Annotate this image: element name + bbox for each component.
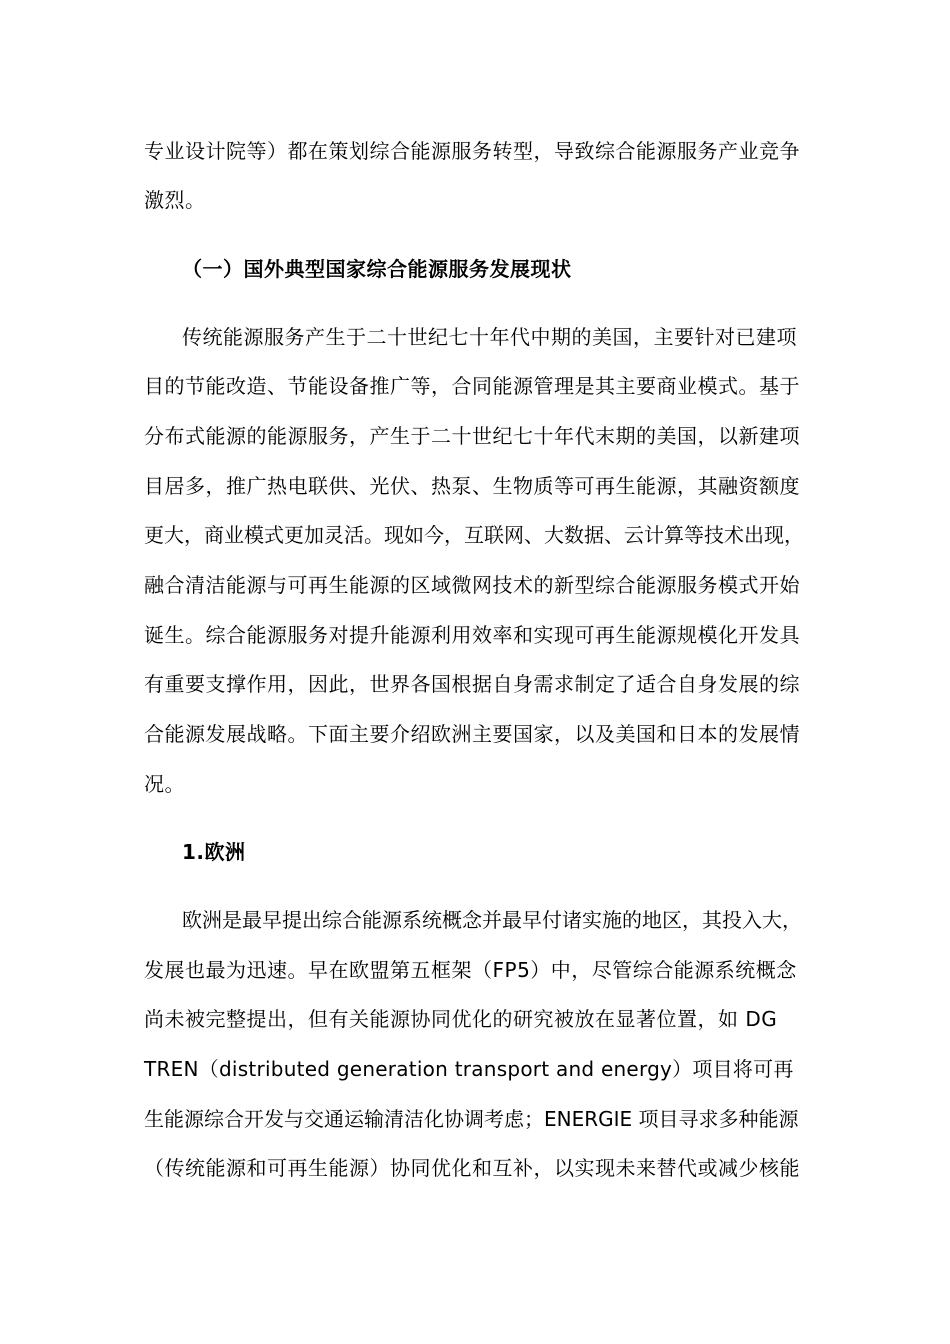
paragraph-line: 激烈。 — [144, 188, 206, 212]
paragraph-line: 更大，商业模式更加灵活。现如今，互联网、大数据、云计算等技术出现， — [144, 523, 804, 547]
paragraph-line: 目居多，推广热电联供、光伏、热泵、生物质等可再生能源，其融资额度 — [144, 474, 800, 498]
paragraph-line: TREN（distributed generation transport and energy）项目将可再 — [144, 1057, 794, 1081]
section-heading: （一）国外典型国家综合能源服务发展现状 — [182, 257, 572, 281]
paragraph-line: 融合清洁能源与可再生能源的区域微网技术的新型综合能源服务模式开始 — [144, 573, 800, 597]
paragraph-line: 尚未被完整提出，但有关能源协同优化的研究被放在显著位置，如 DG — [144, 1007, 778, 1031]
paragraph-line: 目的节能改造、节能设备推广等，合同能源管理是其主要商业模式。基于 — [144, 374, 800, 398]
paragraph-line: 生能源综合开发与交通运输清洁化协调考虑；ENERGIE 项目寻求多种能源 — [144, 1107, 799, 1131]
paragraph-line: 专业设计院等）都在策划综合能源服务转型，导致综合能源服务产业竞争 — [144, 139, 800, 163]
paragraph-line: 况。 — [144, 772, 185, 796]
paragraph-line: （传统能源和可再生能源）协同优化和互补，以实现未来替代或减少核能 — [144, 1156, 800, 1180]
paragraph-line: 发展也最为迅速。早在欧盟第五框架（FP5）中，尽管综合能源系统概念 — [144, 958, 797, 982]
paragraph-line: 传统能源服务产生于二十世纪七十年代中期的美国，主要针对已建项 — [182, 325, 797, 349]
paragraph-line: 分布式能源的能源服务，产生于二十世纪七十年代末期的美国，以新建项 — [144, 424, 800, 448]
paragraph-line: 欧洲是最早提出综合能源系统概念并最早付诸实施的地区，其投入大， — [182, 908, 802, 932]
subsection-heading: 1.欧洲 — [182, 840, 246, 864]
paragraph-line: 诞生。综合能源服务对提升能源利用效率和实现可再生能源规模化开发具 — [144, 623, 800, 647]
paragraph-line: 合能源发展战略。下面主要介绍欧洲主要国家，以及美国和日本的发展情 — [144, 722, 800, 746]
paragraph-line: 有重要支撑作用，因此，世界各国根据自身需求制定了适合自身发展的综 — [144, 672, 800, 696]
